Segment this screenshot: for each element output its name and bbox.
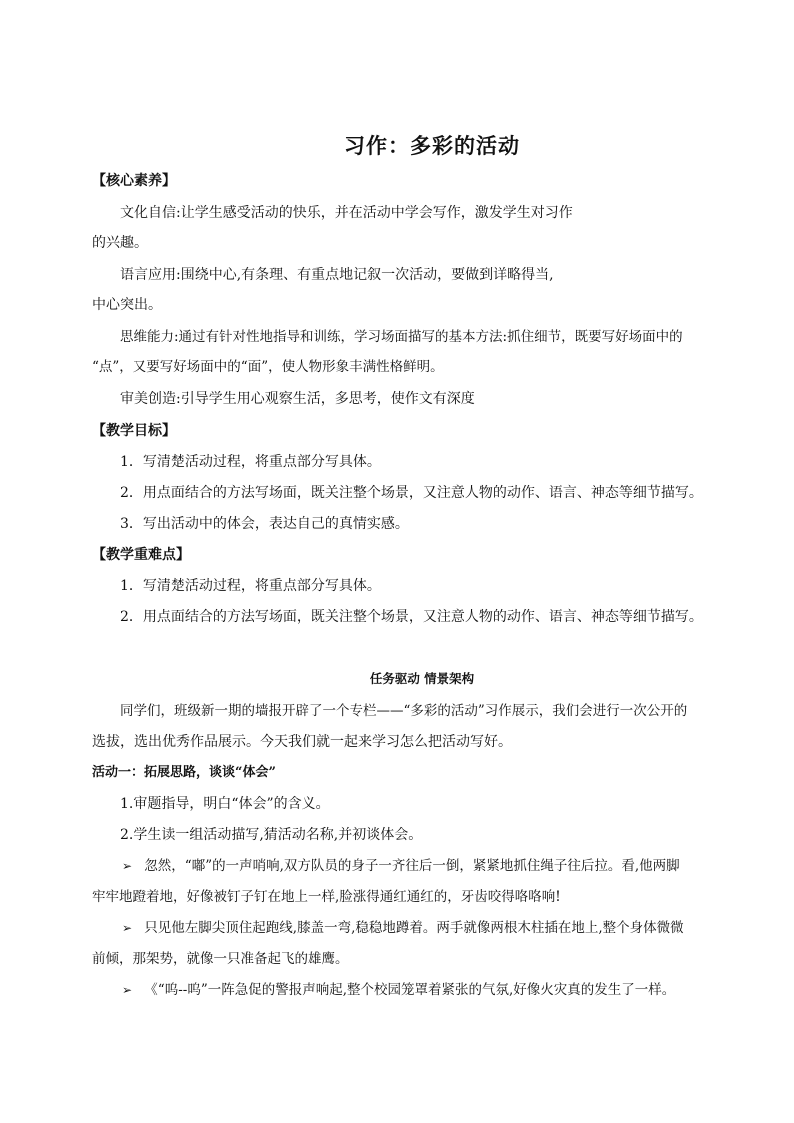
section-heading-goals: 【教学目标】 [92,423,176,439]
task-heading: 任务驱动 情景架构 [369,671,475,686]
bullet-text: 《“呜--呜”一阵急促的警报声响起,整个校园笼罩着紧张的气氛,好像火灾真的发生了一样。 [144,982,676,998]
section-heading-keys: 【教学重难点】 [92,547,190,563]
core-line-5: 思维能力:通过有针对性地指导和训练，学习场面描写的基本方法:抓住细节，既要写好场面中的 [120,329,683,345]
activity-line-2: 2.学生读一组活动描写,猜活动名称,并初谈体会。 [120,827,423,843]
core-line-7: 审美创造:引导学生用心观察生活，多思考，使作文有深度 [120,391,475,407]
key-line-2: 2．用点面结合的方法写场面，既关注整个场景，又注意人物的动作、语言、神态等细节描写。 [120,609,703,625]
bullet-item [122,918,684,938]
activity-heading: 活动一：拓展思路，谈谈“体会” [92,765,276,780]
bullet-continuation: 牢牢地蹬着地，好像被钉子钉在地上一样,脸涨得通红通红的，牙齿咬得咯咯响! [92,889,561,905]
task-line-1: 同学们，班级新一期的墙报开辟了一个专栏——“多彩的活动”习作展示，我们会进行一次公开的 [120,703,688,719]
activity-line-1: 1.审题指导，明白“体会”的含义。 [120,796,330,812]
goal-line-1: 1．写清楚活动过程，将重点部分写具体。 [120,454,381,470]
goal-line-2: 2．用点面结合的方法写场面，既关注整个场景，又注意人物的动作、语言、神态等细节描写。 [120,485,703,501]
arrow-bullet-icon: ➢ [122,859,133,873]
task-line-2: 选拔，选出优秀作品展示。今天我们就一起来学习怎么把活动写好。 [92,734,512,750]
goal-line-3: 3．写出活动中的体会，表达自己的真情实感。 [120,516,409,532]
key-line-1: 1．写清楚活动过程，将重点部分写具体。 [120,578,381,594]
core-line-2: 的兴趣。 [92,235,148,251]
bullet-text: 忽然，“嘟”的一声哨响,双方队员的身子一齐往后一倒，紧紧地抓住绳子往后拉。看,他两脚 [144,858,680,874]
arrow-bullet-icon: ➢ [122,983,133,997]
core-line-4: 中心突出。 [92,297,162,313]
bullet-item [122,980,675,1000]
core-line-3: 语言应用:围绕中心,有条理、有重点地记叙一次活动，要做到详略得当, [120,267,554,283]
bullet-continuation: 前倾，那架势，就像一只准备起飞的雄鹰。 [92,951,349,967]
core-line-1: 文化自信:让学生感受活动的快乐，并在活动中学会写作，激发学生对习作 [120,205,573,221]
bullet-item [122,856,680,876]
arrow-bullet-icon: ➢ [122,921,133,935]
section-heading-core: 【核心素养】 [92,173,176,189]
bullet-text: 只见他左脚尖顶住起跑线,膝盖一弯,稳稳地蹲着。两手就像两根木柱插在地上,整个身体微微 [144,920,684,936]
core-line-6: “点”，又要写好场面中的“面”，使人物形象丰满性格鲜明。 [92,359,444,375]
page-title: 习作：多彩的活动 [344,133,520,158]
